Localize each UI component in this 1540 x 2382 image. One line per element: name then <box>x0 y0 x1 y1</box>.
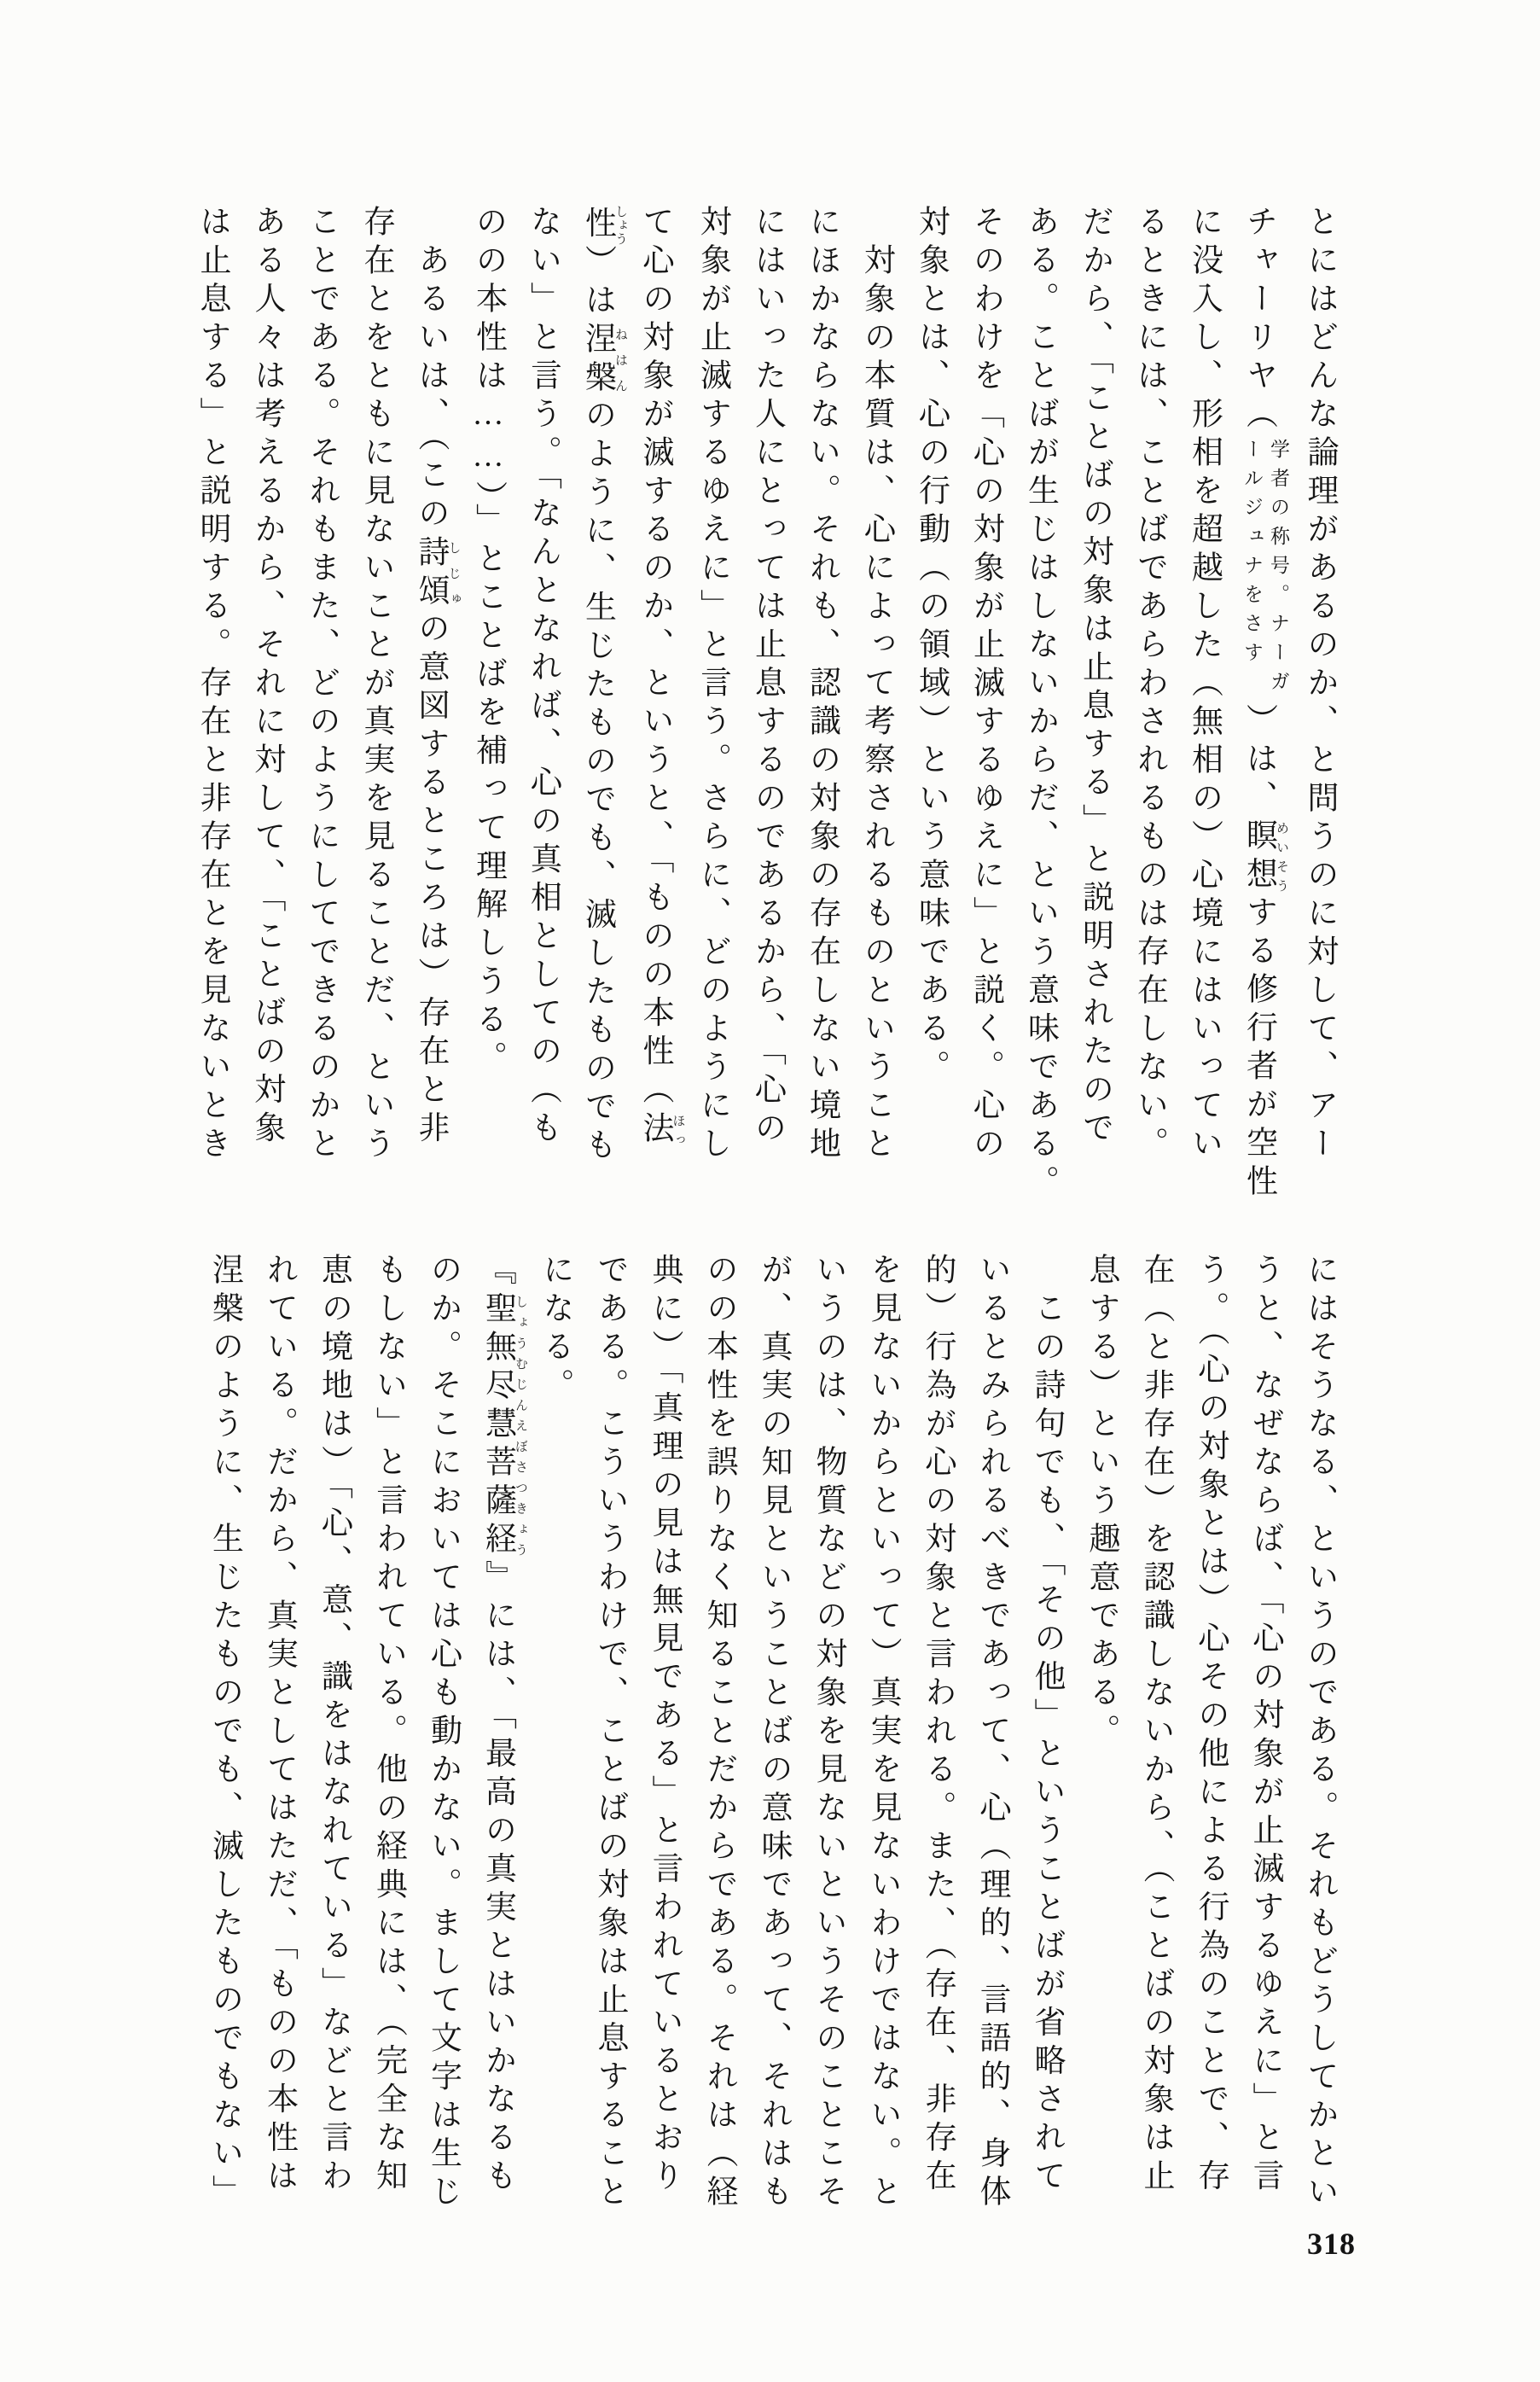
text-column: うと、なぜならば、「心の対象が止滅するゆえに」と言 <box>1247 1253 1282 2198</box>
text-column: にはいった人にとっては止息するのであるから、「心の <box>749 205 785 1150</box>
text-column: て心の対象が滅するのか、というと、「ものの本性（法ほっ <box>637 205 685 1150</box>
text-column: もしない」と言われている。他の経典には、（完全な知 <box>370 1253 406 2198</box>
text-column: 性しょう）は涅槃ねはんのように、生じたものでも、滅したものでも <box>579 205 628 1167</box>
text-column: れている。だから、真実としてはただ、「ものの本性は <box>261 1253 297 2198</box>
text-column: を見ないからといって）真実を見ないわけではない。と <box>865 1253 900 2213</box>
text-column: にほかならない。それも、認識の対象の存在しない境地 <box>804 205 840 1165</box>
text-column: とにはどんな論理があるのか、と問うのに対して、アー <box>1302 205 1337 1165</box>
text-column: ことである。それもまた、どのようにしてできるのかと <box>304 205 340 1165</box>
text-column: あるいは、（この詩頌しじゅの意図するところは）存在と非 <box>413 205 461 1150</box>
text-column: は止息する」と説明する。存在と非存在とを見ないとき <box>195 205 230 1165</box>
text-column: 的）行為が心の対象と言われる。また、（存在、非存在 <box>920 1253 955 2198</box>
text-column: 在（と非存在）を認識しないから、（ことばの対象は止 <box>1138 1253 1173 2198</box>
text-column: に没入し、形相を超越した（無相の）心境にはいってい <box>1186 205 1222 1165</box>
text-column: 対象とは、心の行動（の領域）という意味である。 <box>913 205 949 1088</box>
text-column: 息する）という趣意である。 <box>1084 1253 1119 1752</box>
text-column: るときには、ことばであらわされるものは存在しない。 <box>1131 205 1167 1165</box>
text-column: 涅槃のように、生じたものでも、滅したものでもない」 <box>206 1253 242 2213</box>
text-column: ある人々は考えるから、それに対して、「ことばの対象 <box>249 205 285 1150</box>
text-column: 恵の境地は）「心、意、識をはなれている」などと言わ <box>316 1253 352 2198</box>
text-column: そのわけを「心の対象が止滅するゆえに」と説く。心の <box>968 205 1003 1165</box>
text-column: ない」と言う。「なんとなれば、心の真相としての（も <box>525 205 561 1150</box>
text-column: 対象が止滅するゆえに」と言う。さらに、どのようにし <box>694 205 730 1165</box>
text-column: にはそうなる、というのである。それもどうしてかとい <box>1302 1253 1337 2213</box>
text-column: だから、「ことばの対象は止息する」と説明されたので <box>1077 205 1113 1150</box>
text-column: 存在とをともに見ないことが真実を見ることだ、という <box>358 205 394 1165</box>
text-column: のの本性は……）」とことばを補って理解しうる。 <box>470 205 506 1080</box>
text-column: この詩句でも、「その他」ということばが省略されて <box>1029 1253 1064 2198</box>
text-column: のか。そこにおいては心も動かない。まして文字は生じ <box>425 1253 461 2213</box>
text-column: のの本性を誤りなく知ることだからである。それは（経 <box>701 1253 736 2213</box>
text-column: 典に）「真理の見は無見である」と言われているとおり <box>647 1253 682 2198</box>
text-column: いうのは、物質などの対象を見ないというそのことこそ <box>811 1253 846 2213</box>
page-number: 318 <box>1307 2227 1356 2261</box>
text-column: 『聖無尽慧菩薩経しょうむじんえぼさつきょう』には、「最高の真実とはいかなるも <box>479 1253 527 2198</box>
text-column: である。こういうわけで、ことばの対象は止息すること <box>592 1253 627 2213</box>
text-column: 対象の本質は、心によって考察されるものということ <box>858 205 894 1165</box>
text-column: ある。ことばが生じはしないからだ、という意味である。 <box>1022 205 1058 1203</box>
text-column: チャーリヤ（ 学者の称号。ナーガ ールジュナをさす ）は、瞑想めいそうする修行者が空性 <box>1241 205 1289 1203</box>
lower-text-block <box>195 1253 1346 2268</box>
upper-text-block <box>195 205 1346 1220</box>
text-column: う。（心の対象とは）心その他による行為のことで、存 <box>1193 1253 1228 2198</box>
text-column: が、真実の知見ということばの意味であって、それはも <box>756 1253 791 2213</box>
text-column: いるとみられるべきであって、心（理的、言語的、身体 <box>974 1253 1009 2213</box>
text-column: になる。 <box>538 1253 572 1406</box>
